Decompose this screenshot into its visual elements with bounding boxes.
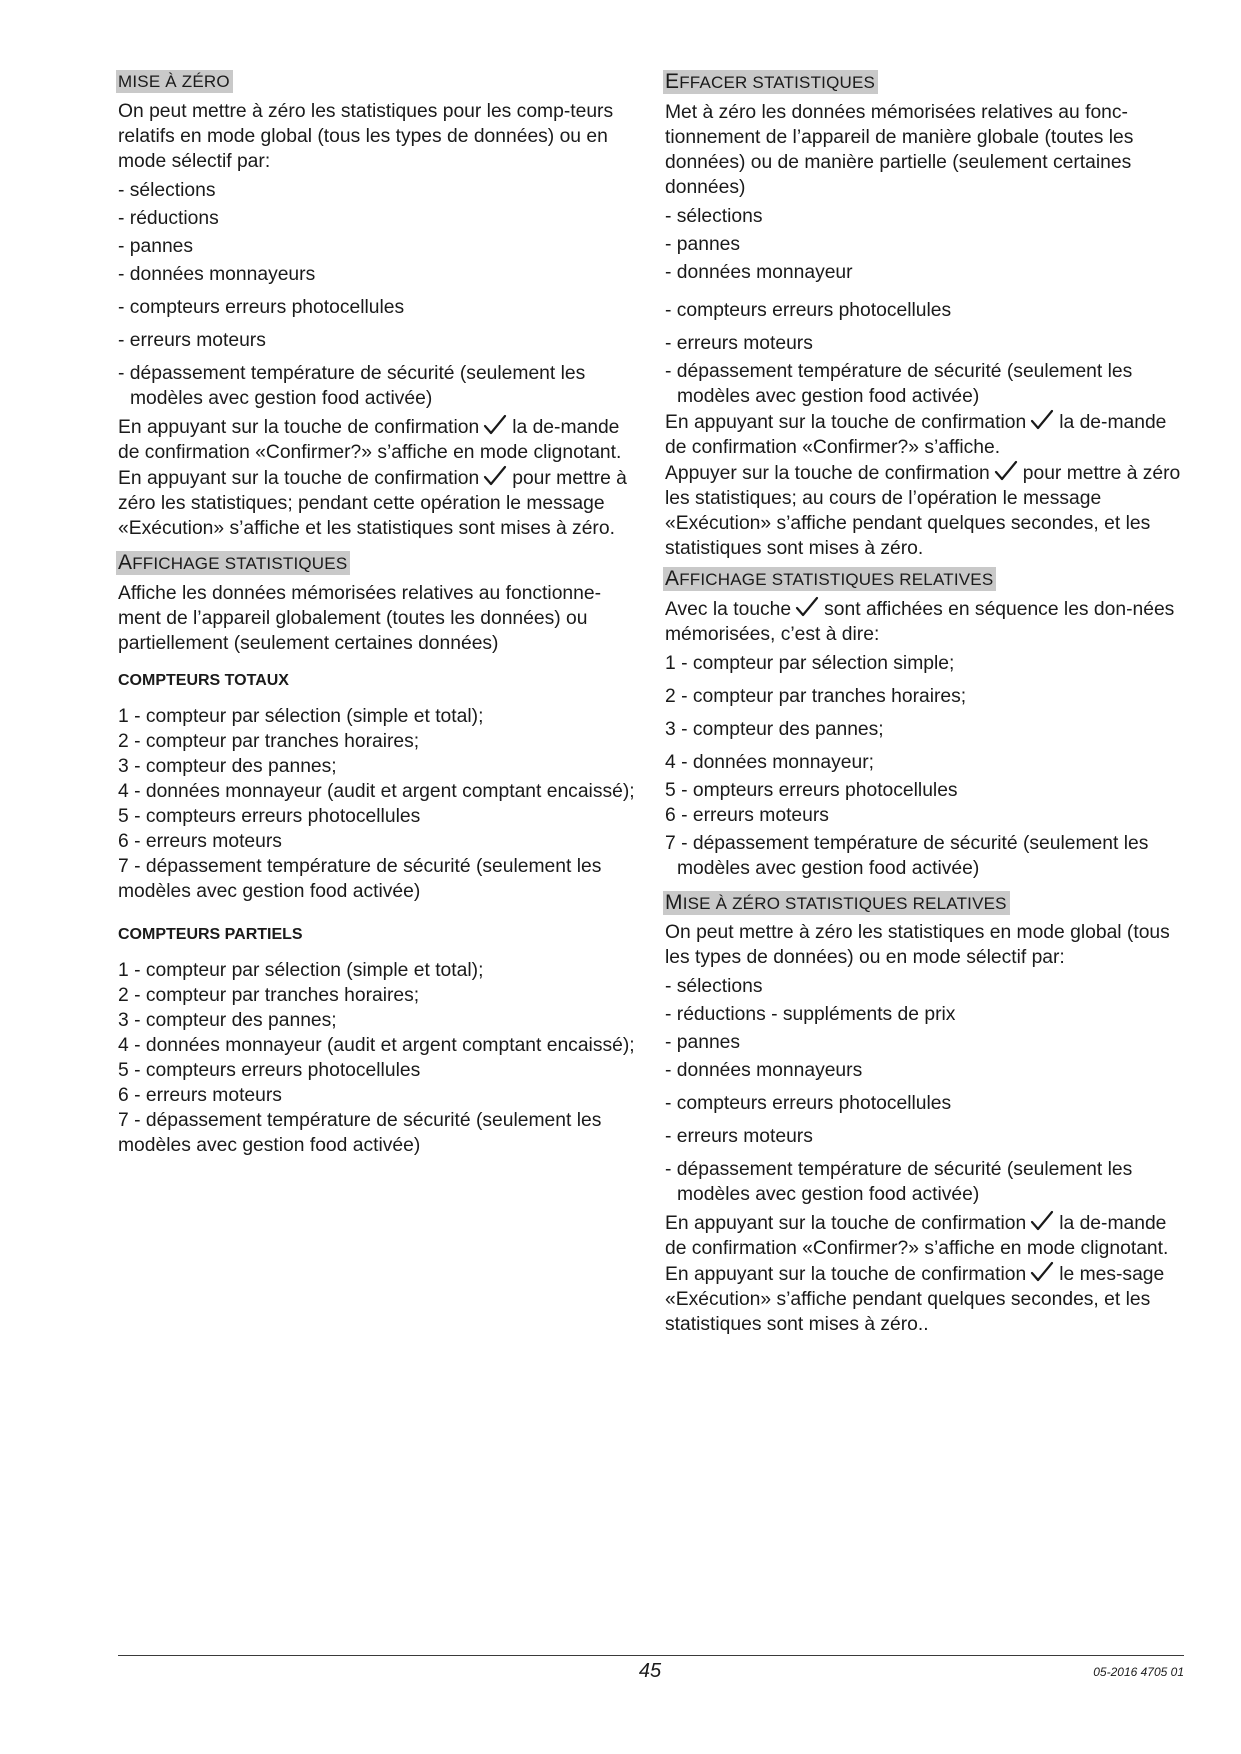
list-item: 6 - erreurs moteurs bbox=[118, 1085, 282, 1106]
checkmark-icon bbox=[993, 460, 1019, 482]
list-item: 4 - données monnayeur; bbox=[665, 752, 875, 773]
right-column bbox=[665, 70, 1185, 1337]
list-item: - compteurs erreurs photocellules bbox=[665, 1093, 952, 1114]
paragraph: Appuyer sur la touche de confirmation pour mettre à zéro les statistiques; au cours de l’opération le message «Exécution» s’affiche pendant quelques secondes, et les statistiques sont mises à zéro. bbox=[665, 460, 1185, 561]
totals-list bbox=[118, 704, 638, 904]
section-heading: EFFACER STATISTIQUES bbox=[663, 70, 878, 94]
list-item: 2 - compteur par tranches horaires; bbox=[118, 731, 420, 752]
footer-divider bbox=[118, 1655, 1184, 1656]
subheading: COMPTEURS PARTIELS bbox=[118, 926, 303, 943]
checkmark-icon bbox=[1029, 409, 1055, 431]
list-item: 6 - erreurs moteurs bbox=[665, 805, 829, 826]
paragraph: En appuyant sur la touche de confirmation la de-mande de confirmation «Confirmer?» s’affiche. bbox=[665, 409, 1185, 460]
paragraph: En appuyant sur la touche de confirmation la de-mande de confirmation «Confirmer?» s’affiche en mode clignotant. bbox=[665, 1210, 1185, 1261]
section-affichage-statistiques-relatives bbox=[665, 567, 1185, 881]
list-item: 7 - dépassement température de sécurité (seulement les modèles avec gestion food activée) bbox=[118, 856, 602, 902]
list-item: - erreurs moteurs bbox=[665, 1126, 813, 1147]
list-item: - dépassement température de sécurité (seulement les modèles avec gestion food activée) bbox=[118, 363, 586, 409]
section-mise-a-zero-statistiques-relatives bbox=[665, 891, 1185, 1337]
list-item: 3 - compteur des pannes; bbox=[118, 1010, 337, 1031]
list-item: - données monnayeur bbox=[665, 262, 853, 283]
section-mise-a-zero bbox=[118, 70, 638, 541]
checkmark-icon bbox=[1029, 1210, 1055, 1232]
list-item: - sélections bbox=[118, 180, 216, 201]
paragraph: En appuyant sur la touche de confirmation la de-mande de confirmation «Confirmer?» s’affiche en mode clignotant. bbox=[118, 414, 638, 465]
list-item: - pannes bbox=[665, 234, 741, 255]
page-number: 45 bbox=[638, 1660, 662, 1682]
list-item: - pannes bbox=[118, 236, 194, 257]
list-item: 5 - compteurs erreurs photocellules bbox=[118, 806, 421, 827]
left-column bbox=[118, 70, 638, 1158]
list-item: - réductions bbox=[118, 208, 219, 229]
list-item: - réductions - suppléments de prix bbox=[665, 1004, 956, 1025]
list-item: 1 - compteur par sélection simple; bbox=[665, 653, 955, 674]
list-item: 6 - erreurs moteurs bbox=[118, 831, 282, 852]
list-item: - erreurs moteurs bbox=[665, 333, 813, 354]
list-item: 4 - données monnayeur (audit et argent comptant encaissé); bbox=[118, 781, 635, 802]
document-code: 05-2016 4705 01 bbox=[1093, 1665, 1184, 1679]
list-item: 7 - dépassement température de sécurité (seulement les modèles avec gestion food activée) bbox=[118, 1110, 602, 1156]
section-effacer-statistiques bbox=[665, 70, 1185, 561]
list-item: - dépassement température de sécurité (seulement les modèles avec gestion food activée) bbox=[665, 361, 1133, 407]
list-item: - sélections bbox=[665, 206, 763, 227]
checkmark-icon bbox=[482, 465, 508, 487]
list-item: 1 - compteur par sélection (simple et total); bbox=[118, 706, 484, 727]
list-item: - dépassement température de sécurité (seulement les modèles avec gestion food activée) bbox=[665, 1159, 1133, 1205]
section-affichage-statistiques bbox=[118, 551, 638, 1158]
list-item: 7 - dépassement température de sécurité (seulement les modèles avec gestion food activée) bbox=[665, 833, 1149, 879]
list-item: - compteurs erreurs photocellules bbox=[118, 297, 405, 318]
list-item: 3 - compteur des pannes; bbox=[118, 756, 337, 777]
list-item: - sélections bbox=[665, 976, 763, 997]
list-item: 2 - compteur par tranches horaires; bbox=[665, 686, 967, 707]
list-item: 3 - compteur des pannes; bbox=[665, 719, 884, 740]
paragraph: En appuyant sur la touche de confirmation pour mettre à zéro les statistiques; pendant cette opération le message «Exécution» s’affiche et les statistiques sont mises à zéro. bbox=[118, 465, 638, 541]
list-item: - données monnayeurs bbox=[665, 1060, 863, 1081]
list-item: - pannes bbox=[665, 1032, 741, 1053]
paragraph: Met à zéro les données mémorisées relatives au fonc-tionnement de l’appareil de manière globale (toutes les données) ou de manière partielle (seulement certaines données) bbox=[665, 102, 1134, 198]
subheading: COMPTEURS TOTAUX bbox=[118, 672, 289, 689]
list-item: 5 - ompteurs erreurs photocellules bbox=[665, 780, 958, 801]
list-item: 2 - compteur par tranches horaires; bbox=[118, 985, 420, 1006]
paragraph: En appuyant sur la touche de confirmation le mes-sage «Exécution» s’affiche pendant quelques secondes, et les statistiques sont mises à zéro.. bbox=[665, 1261, 1185, 1337]
paragraph: Affiche les données mémorisées relatives au fonctionne-ment de l’appareil globalement (toutes les données) ou partiellement (seulement certaines données) bbox=[118, 583, 602, 654]
list-item: - compteurs erreurs photocellules bbox=[665, 300, 952, 321]
list-item: - erreurs moteurs bbox=[118, 330, 266, 351]
section-heading: MISE À ZÉRO STATISTIQUES RELATIVES bbox=[663, 891, 1010, 915]
list-item: 5 - compteurs erreurs photocellules bbox=[118, 1060, 421, 1081]
section-heading: AFFICHAGE STATISTIQUES bbox=[116, 551, 350, 575]
paragraph: On peut mettre à zéro les statistiques pour les comp-teurs relatifs en mode global (tous les types de données) ou en mode sélectif par: bbox=[118, 101, 614, 172]
paragraph: Avec la touche sont affichées en séquence les don-nées mémorisées, c’est à dire: bbox=[665, 596, 1185, 647]
list-item: 1 - compteur par sélection (simple et total); bbox=[118, 960, 484, 981]
paragraph: On peut mettre à zéro les statistiques en mode global (tous les types de données) ou en mode sélectif par: bbox=[665, 922, 1170, 968]
list-item: 4 - données monnayeur (audit et argent comptant encaissé); bbox=[118, 1035, 635, 1056]
checkmark-icon bbox=[794, 596, 820, 618]
checkmark-icon bbox=[1029, 1261, 1055, 1283]
list-item: - données monnayeurs bbox=[118, 264, 316, 285]
section-heading: MISE À ZÉRO bbox=[116, 70, 233, 93]
partials-list bbox=[118, 958, 638, 1158]
section-heading: AFFICHAGE STATISTIQUES RELATIVES bbox=[663, 567, 996, 591]
checkmark-icon bbox=[482, 414, 508, 436]
